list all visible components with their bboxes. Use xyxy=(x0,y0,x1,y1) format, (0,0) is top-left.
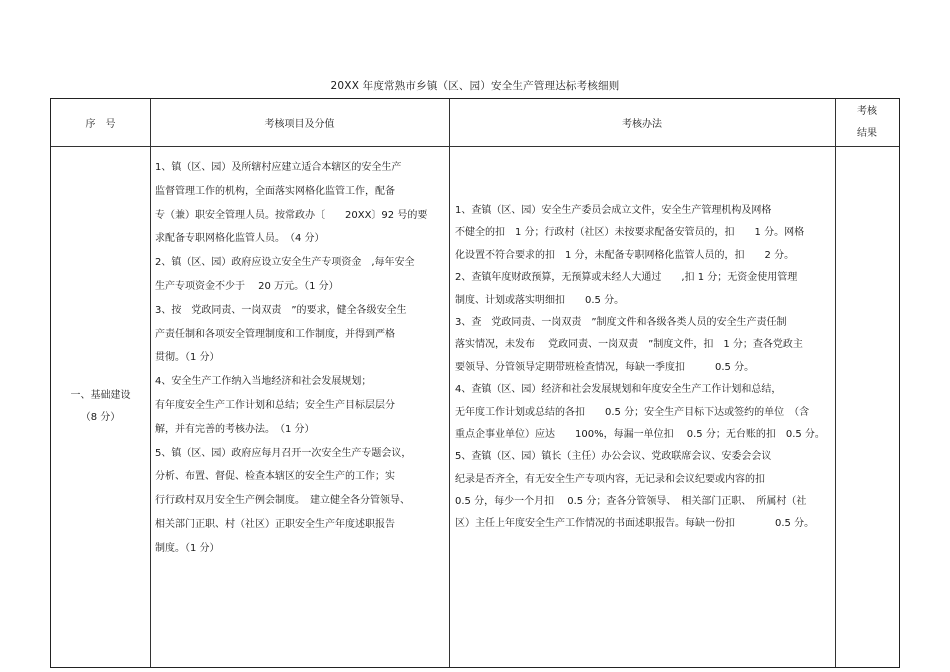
method-line: 制度、计划或落实明细扣 0.5 分。 xyxy=(455,294,625,306)
document-title: 20XX 年度常熟市乡镇（区、园）安全生产管理达标考核细则 xyxy=(330,80,620,92)
header-divider xyxy=(51,146,899,147)
column-divider xyxy=(449,99,450,667)
items-cell xyxy=(155,156,447,561)
item-line: 3、按 党政同责、一岗双责 ”的要求，健全各级安全生 xyxy=(155,304,407,316)
item-line: 生产专项资金不少于 20 万元。（1 分） xyxy=(155,280,339,292)
item-line: 行行政村双月安全生产例会制度。 建立健全各分管领导、 xyxy=(155,495,410,507)
method-line: 无年度工作计划或总结的各扣 0.5 分；安全生产目标下达或签约的单位 （含 xyxy=(455,406,810,418)
item-line: 分析、布置、督促、检查本辖区的安全生产的工作；实 xyxy=(155,471,395,483)
item-line: 制度。（1 分） xyxy=(155,542,220,554)
item-line: 有年度安全生产工作计划和总结；安全生产目标层层分 xyxy=(155,399,395,411)
method-line: 落实情况，未发布 党政同责、一岗双责 ”制度文件，扣 1 分；查各党政主 xyxy=(455,339,803,351)
header-method: 考核办法 xyxy=(622,119,662,130)
item-line: 产责任制和各项安全管理制度和工作制度，并得到严格 xyxy=(155,328,395,340)
method-line: 1、查镇（区、园）安全生产委员会成立文件，安全生产管理机构及网格 xyxy=(455,205,772,216)
item-line: 监督管理工作的机构，全面落实网格化监管工作，配备 xyxy=(155,185,395,197)
item-line: 5、镇（区、园）政府应每月召开一次安全生产专题会议， xyxy=(155,447,412,459)
method-line: 2、查镇年度财政预算，无预算或未经人大通过 ,扣 1 分；无资金使用管理 xyxy=(455,272,798,284)
header-result xyxy=(835,99,899,146)
column-divider xyxy=(150,99,151,667)
method-line: 重点企事业单位）应达 100%，每漏一单位扣 0.5 分；无台账的扣 0.5 分。 xyxy=(455,428,825,440)
item-line: 相关部门正职、村（社区）正职安全生产年度述职报告 xyxy=(155,518,395,530)
method-line: 0.5 分，每少一个月扣 0.5 分；查各分管领导、 相关部门正职、 所属村（社 xyxy=(455,496,807,508)
result-cell xyxy=(835,146,899,667)
method-line: 3、查 党政同责、一岗双责 ”制度文件和各级各类人员的安全生产责任制 xyxy=(455,316,787,328)
item-line: 4、安全生产工作纳入当地经济和社会发展规划； xyxy=(155,376,372,388)
item-line: 1、镇（区、园）及所辖村应建立适合本辖区的安全生产 xyxy=(155,162,402,173)
category-name: 一、基础建设 xyxy=(70,389,131,401)
method-line: 纪录是否齐全，有无安全生产专项内容，无记录和会议纪要或内容的扣 xyxy=(455,473,765,485)
item-line: 专（兼）职安全管理人员。按常政办〔 20XX〕92 号的要 xyxy=(155,209,428,221)
header-items: 考核项目及分值 xyxy=(264,119,335,130)
header-index: 序 号 xyxy=(85,119,116,130)
assessment-table xyxy=(50,98,900,668)
method-cell xyxy=(455,200,833,536)
method-line: 要领导、分管领导定期带班检查情况，每缺一季度扣 0.5 分。 xyxy=(455,361,755,373)
header-result-line-1: 考核 xyxy=(857,105,877,117)
item-line: 解，并有完善的考核办法。 （1 分） xyxy=(155,423,315,435)
item-line: 2、镇（区、园）政府应设立安全生产专项资金 ,每年安全 xyxy=(155,257,415,269)
method-line: 区）主任上年度安全生产工作情况的书面述职报告。每缺一份扣 0.5 分。 xyxy=(455,518,815,530)
item-line: 求配备专职网格化监管人员。 （4 分） xyxy=(155,233,325,245)
method-line: 不健全的扣 1 分；行政村（社区）未按要求配备安管员的，扣 1 分。网格 xyxy=(455,227,805,239)
item-line: 贯彻。（1 分） xyxy=(155,352,220,364)
header-result-line-2: 结果 xyxy=(857,127,877,139)
method-line: 5、查镇（区、园）镇长（主任）办公会议、党政联席会议、安委会会议 xyxy=(455,451,772,463)
method-line: 4、查镇（区、园）经济和社会发展规划和年度安全生产工作计划和总结， xyxy=(455,384,782,396)
category-score: （8 分） xyxy=(80,411,121,423)
method-line: 化设置不符合要求的扣 1 分，未配备专职网格化监管人员的，扣 2 分。 xyxy=(455,249,795,261)
category-cell xyxy=(51,146,150,667)
